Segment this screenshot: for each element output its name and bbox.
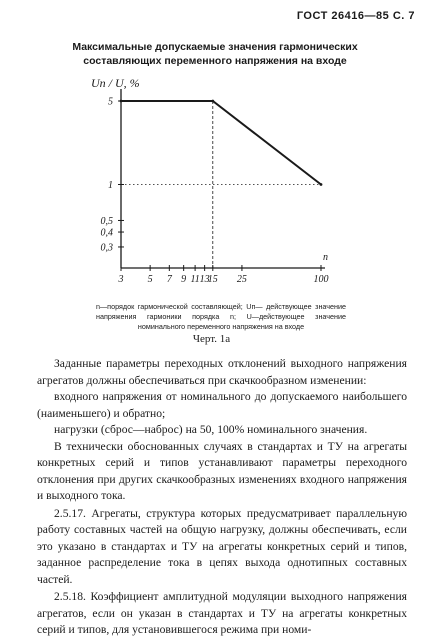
y-tick-label: 5 xyxy=(108,96,113,108)
x-tick-label: 15 xyxy=(207,274,218,285)
x-axis-label: n xyxy=(323,252,328,263)
y-tick-label: 1 xyxy=(108,180,113,191)
x-tick-label: 9 xyxy=(181,274,187,285)
x-tick-label: 5 xyxy=(147,274,153,285)
data-point xyxy=(211,100,214,103)
data-point xyxy=(120,100,123,103)
x-tick-label: 3 xyxy=(118,274,124,285)
y-tick-label: 0,3 xyxy=(100,242,113,254)
figure-title-line-1: Максимальные допускаемые значения гармонических xyxy=(72,41,358,53)
page-header: ГОСТ 26416—85 С. 7 xyxy=(296,10,415,22)
paragraph-3: нагрузки (сброс—наброс) на 50, 100% номинального значения. xyxy=(54,423,368,436)
x-tick-label: 13 xyxy=(199,274,210,285)
figure-title-line-2: составляющих переменного напряжения на входе xyxy=(83,55,347,67)
paragraph-2: входного напряжения от номинального до допускаемого наибольшего (наименьшего) и обратно; xyxy=(37,390,407,420)
paragraph-1: Заданные параметры переходных отклонений выходного напряжения агрегатов должны обеспечиваться при скачкообразном изменении: xyxy=(37,357,407,387)
y-tick-label: 0,4 xyxy=(100,227,113,239)
x-tick-label: 11 xyxy=(190,274,200,285)
x-tick-label: 7 xyxy=(166,274,172,285)
data-point xyxy=(320,183,323,186)
series-line xyxy=(121,101,321,185)
y-tick-label: 0,5 xyxy=(100,215,113,227)
y-axis-label: Uп / U, % xyxy=(91,76,140,90)
body-text xyxy=(37,356,407,639)
paragraph-6: 2.5.18. Коэффициент амплитудной модуляции выходного напряжения агрегатов, если он указан в стандартах и ТУ на агрегаты конкретных серий и типов, для установившегося режима при номи- xyxy=(37,590,407,636)
figure-label: Черт. 1а xyxy=(192,333,231,345)
x-tick-label: 25 xyxy=(236,274,247,285)
paragraph-4: В технически обоснованных случаях в стандартах и ТУ на агрегаты конкретных серий и типов устанавливают параметры переходного отклонения при других скачкообразных изменениях входного напряжения и выходного тока. xyxy=(37,439,407,502)
harmonics-chart xyxy=(0,0,423,300)
paragraph-5: 2.5.17. Агрегаты, структура которых предусматривает параллельную работу составных частей на общую нагрузку, должны обеспечивать, если это указано в стандартах и ТУ на агрегаты конкретных серий и типов, заданное распределение тока в цепях выхода однотипных составных частей. xyxy=(37,506,407,586)
figure-caption: n—порядок гармонической составляющей; Uп— действующее значение напряжения гармоники порядка n; U—действующее значение номинального переменного напряжения на входе xyxy=(96,302,346,331)
x-tick-label: 100 xyxy=(313,274,329,285)
